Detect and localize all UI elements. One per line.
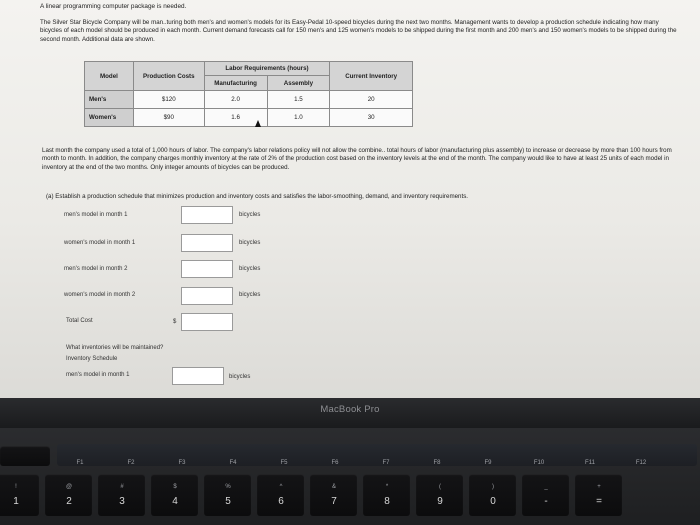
answer-label: women's model in month 2 [64, 292, 136, 298]
answer-unit: bicycles [239, 212, 261, 218]
number-key[interactable] [363, 474, 410, 516]
key-number-label: 7 [331, 496, 337, 507]
key-symbol-label: $ [173, 484, 177, 490]
function-key-label: F1 [76, 460, 84, 466]
answer-unit: bicycles [239, 292, 261, 298]
mouse-cursor-icon [255, 120, 261, 127]
header-manufacturing: Manufacturing [204, 76, 267, 91]
cell-assembly: 1.0 [267, 109, 330, 127]
key-symbol-label: # [120, 484, 124, 490]
function-key-label: F10 [533, 460, 545, 466]
cell-cost: $120 [133, 91, 204, 109]
key-symbol-label: _ [544, 484, 548, 490]
number-key[interactable] [204, 474, 251, 516]
cell-manufacturing: 2.0 [204, 91, 267, 109]
inventory-men-month1-input[interactable] [172, 367, 224, 385]
number-key[interactable] [522, 474, 569, 516]
key-symbol-label: % [225, 484, 231, 490]
men-month1-input[interactable] [181, 206, 233, 224]
function-key-label: F3 [178, 460, 186, 466]
currency-symbol: $ [173, 319, 177, 325]
number-key[interactable] [257, 474, 304, 516]
number-key[interactable] [151, 474, 198, 516]
women-month2-input[interactable] [181, 287, 233, 305]
answer-unit: bicycles [239, 266, 261, 272]
function-key-label: F12 [635, 460, 647, 466]
laptop-brand: MacBook Pro [320, 404, 380, 415]
inventory-row-label: men's model in month 1 [66, 372, 130, 378]
cell-assembly: 1.5 [267, 91, 330, 109]
key-number-label: - [544, 496, 548, 507]
header-model: Model [85, 62, 134, 91]
function-key-label: F4 [229, 460, 237, 466]
function-key-label: F8 [433, 460, 441, 466]
number-key[interactable] [45, 474, 92, 516]
women-month1-input[interactable] [181, 234, 233, 252]
header-current-inventory: Current Inventory [330, 62, 413, 91]
cell-manufacturing: 1.6 [204, 109, 267, 127]
key-number-label: = [596, 496, 602, 507]
key-symbol-label: ^ [279, 484, 283, 490]
table-row [85, 91, 413, 109]
key-number-label: 0 [490, 496, 496, 507]
key-number-label: 5 [225, 496, 231, 507]
key-symbol-label: @ [65, 484, 73, 490]
number-key[interactable] [310, 474, 357, 516]
cell-inventory: 30 [330, 109, 413, 127]
inventory-row-unit: bicycles [229, 374, 251, 380]
number-key[interactable] [575, 474, 622, 516]
esc-key[interactable] [0, 446, 50, 466]
number-key[interactable] [98, 474, 145, 516]
answer-label: women's model in month 1 [64, 240, 136, 246]
number-key[interactable] [469, 474, 516, 516]
key-number-label: 8 [384, 496, 390, 507]
answer-label: men's model in month 1 [64, 212, 128, 218]
key-symbol-label: ( [439, 484, 441, 490]
function-key-label: F7 [382, 460, 390, 466]
number-key[interactable] [416, 474, 463, 516]
number-key[interactable] [0, 474, 39, 516]
row-model: Women's [85, 109, 134, 127]
total-cost-label: Total Cost [66, 318, 93, 324]
part-a-question: (a) Establish a production schedule that minimizes production and inventory costs and satisfies the labor-smoothing, demand, and inventory requirements. [46, 193, 469, 200]
answer-label: men's model in month 2 [64, 266, 128, 272]
cell-inventory: 20 [330, 91, 413, 109]
header-assembly: Assembly [267, 76, 330, 91]
total-cost-input[interactable] [181, 313, 233, 331]
key-symbol-label: * [385, 484, 389, 490]
function-key-label: F9 [484, 460, 492, 466]
key-symbol-label: ! [15, 484, 17, 490]
key-number-label: 4 [172, 496, 178, 507]
key-number-label: 9 [437, 496, 443, 507]
men-month2-input[interactable] [181, 260, 233, 278]
table-row [85, 109, 413, 127]
labor-data-table [84, 61, 413, 127]
key-number-label: 1 [13, 496, 19, 507]
key-symbol-label: & [331, 484, 336, 490]
key-number-label: 2 [66, 496, 72, 507]
row-model: Men's [85, 91, 134, 109]
key-symbol-label: ) [492, 484, 494, 490]
header-labor-requirements: Labor Requirements (hours) [204, 62, 330, 76]
function-key-label: F6 [331, 460, 339, 466]
inventory-question: What inventories will be maintained? [66, 345, 164, 351]
problem-title: A linear programming computer package is needed. [40, 3, 187, 10]
key-number-label: 3 [119, 496, 125, 507]
inventory-schedule-heading: Inventory Schedule [66, 356, 118, 362]
function-key-label: F2 [127, 460, 135, 466]
answer-unit: bicycles [239, 240, 261, 246]
problem-intro: The Silver Star Bicycle Company will be man..turing both men's and women's models for its Easy-Pedal 10-speed bicycles during the next two months. Management wants to develop a production schedule indicating how many bicycles of each model should be produced in each month. Current demand forecasts call for 150 men's and 125 women's models to be shipped during the first month and 200 men's and 150 women's models to be shipped during the second month. Additional data are shown. [40, 19, 677, 43]
function-key-label: F5 [280, 460, 288, 466]
cell-cost: $90 [133, 109, 204, 127]
header-production-costs: Production Costs [133, 62, 204, 91]
problem-constraints: Last month the company used a total of 1,000 hours of labor. The company's labor relations policy will not allow the combine.. total hours of labor (manufacturing plus assembly) to increase or decrease by more than 100 hours from month to month. In addition, the company charges monthly inventory at the rate of 2% of the production cost based on the inventory levels at the end of the month. The company would like to have at least 25 units of each model in inventory at the end of the two months. Only integer amounts of bicycles can be produced. [42, 147, 672, 171]
function-key-label: F11 [585, 460, 595, 466]
key-symbol-label: + [597, 484, 601, 490]
key-number-label: 6 [278, 496, 284, 507]
